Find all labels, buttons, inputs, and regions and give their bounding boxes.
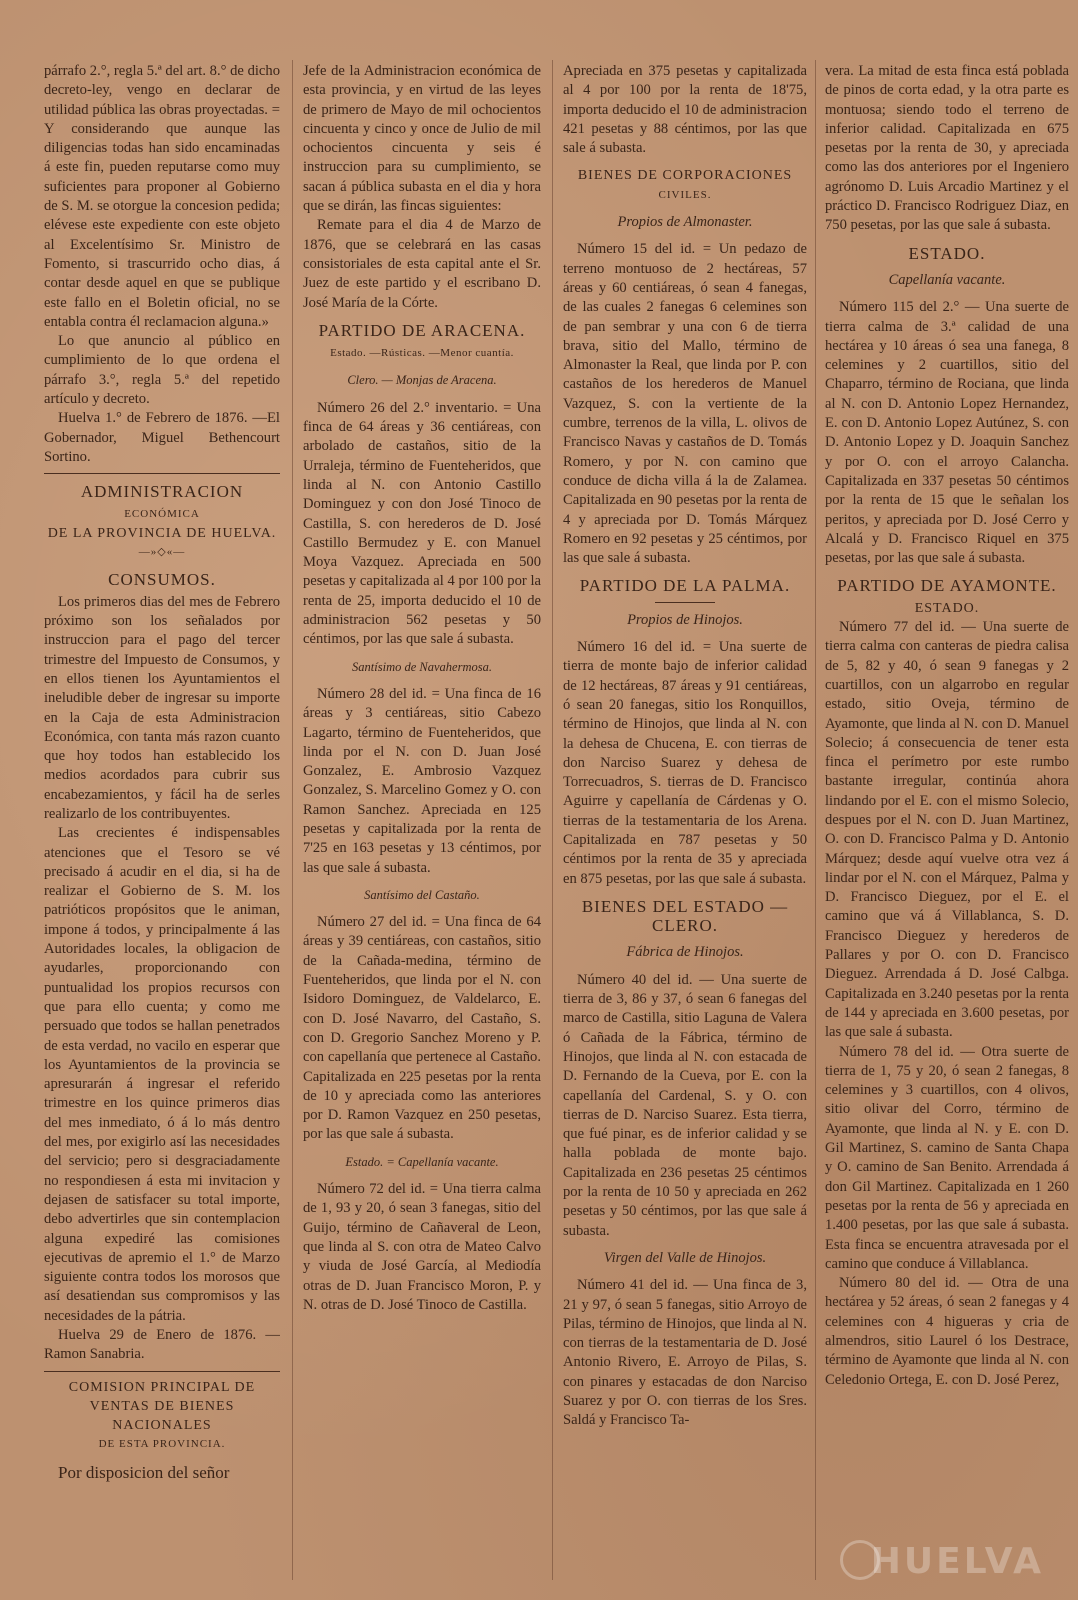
subsection-title: Santísimo de Navahermosa. — [352, 659, 492, 674]
subsection-title: Virgen del Valle de Hinojos. — [603, 1249, 767, 1266]
paragraph: párrafo 2.°, regla 5.ª del art. 8.° de dicho decreto-ley, vengo en declarar de utilidad pública las obras proyectadas. = Y considerando que aunque las diligencias todas han sido encaminadas á este fin, pueden reputarse como muy suficientes para proponer al Gobierno de S. M. se otorgue la concesion pedida; elévese este expediente con este objeto al Excelentísimo Sr. Ministro de Fomento, si trascurrido ocho dias, á contar desde aquel en que se publique este fallo en el Boletin oficial, no se entabla contra él reclamacion alguna.» — [44, 63, 280, 330]
divider — [44, 473, 280, 474]
section-heading: ESTADO. — [908, 243, 986, 263]
paragraph: Número 77 del id. — Una suerte de tierra calma con canteras de piedra calisa de 5, 82 y 40, ó sean 9 fanegas y 2 cuartillos, con un algarrobo en regular estado, sitio Oveja, término de Ayamonte, que linda al N. con D. Manuel Solecio; á consecuencia de tener esta finca el perímetro por este rumbo bastante irregular, continúa ahora lindando por el E. con el mismo Solecio, despues por el N. con D. Juan Martinez, O. con D. Francisco Palma y D. Antonio Márquez; desde aquí vuelve otra vez á lindar por el N. con el Márquez, Palma y D. Francisco Dieguez, por el E. el camino que vá á Villablanca, S. D. Francisco Dieguez y herederos de Pallares y por O. con D. Francisco Dieguez. Arrendada á D. José Calbga. Capitalizada en 3.240 pesetas por la renta de 144 y apreciada en 3.600 pesetas, por las que sale á subasta. — [825, 619, 1069, 1041]
paragraph: Número 72 del id. = Una tierra calma de 1, 93 y 20, ó sean 3 fanegas, sitio del Guijo, término de Cañaveral de Leon, que linda al S. con otra de Mateo Calvo y viuda de José García, al Mediodía otras de D. Juan Francisco Moron, P. y N. otras de D. José Tinoco de Castilla. — [303, 1181, 541, 1313]
paragraph: Las crecientes é indispensables atenciones que el Tesoro se vé precisado á acudir en el dia, si ha de realizar el Gobierno de S. M. los patrióticos propósitos que le animan, impone á todos, y principalmente á las Autoridades locales, la obligacion de ayudarles, proporcionando con puntualidad los propios recursos con que para ello cuenta; y como me persuado que todos se hallan penetrados de esta verdad, no vacilo en esperar que los Ayuntamientos de la provincia se apresurarán á ingresar el referido trimestre en los quince primeros dias del mes inmediato, ó á lo más dentro del mes, por exigirlo así las necesidades del servicio; pero si desgraciadamente no respondiesen á esta mi invitacion y dejasen de satisfacer su total importe, debo advertirles que sin contemplacion alguna expediré las comisiones ejecutivas de apremio el 1.° de Marzo siguiente contra todos los morosos que así desatiendan sus compromisos y las necesidades de la pátria. — [44, 825, 280, 1324]
signature: Huelva 29 de Enero de 1876. —Ramon Sanabria. — [44, 1327, 280, 1363]
column-2 — [303, 62, 541, 1592]
section-heading: BIENES DE CORPORACIONES — [577, 168, 793, 184]
section-subheading: DE LA PROVINCIA DE HUELVA. — [47, 525, 277, 541]
column-1 — [44, 62, 280, 1592]
subsection-title: Estado. = Capellanía vacante. — [345, 1154, 499, 1169]
section-subheading: CIVILES. — [658, 188, 712, 201]
divider — [44, 1371, 280, 1372]
column-3 — [563, 62, 807, 1592]
paragraph: Número 78 del id. — Otra suerte de tierra de 1, 75 y 20, ó sean 2 fanegas, 8 celemines y 3 cuartillos, con 4 olivos, sitio olivar del Corro, término de Ayamonte, que linda al N. y E. con D. Gil Martinez, S. camino de Santa Chapa y O. camino de San Benito. Arrendada á don Gil Martinez. Capitalizada en 1 260 pesetas por la renta de 56 y apreciada en 1.400 pesetas, por las que sale á subasta. Esta finca se encuentra atravesada por el camino que conduce á Villablanca. — [825, 1043, 1069, 1272]
subsection-title: Propios de Almonaster. — [617, 214, 753, 231]
subsection-title: Fábrica de Hinojos. — [626, 944, 744, 961]
paragraph: Apreciada en 375 pesetas y capitalizada al 4 por 100 por la renta de 18'75, importa deducido el 10 de administracion 421 pesetas y 88 céntimos, por las que sale á subasta. — [563, 63, 807, 157]
subsection-title: Propios de Hinojos. — [627, 611, 743, 628]
section-heading: PARTIDO DE LA PALMA. — [579, 576, 791, 596]
paragraph: Número 27 del id. = Una finca de 64 áreas y 39 centiáreas, con castaños, sitio de la Cañada-medina, término de Fuenteheridos, que linda por el N. con Isidoro Dominguez, de Valdelarco, E. con D. José Navarro, del Castaño, S. con D. Gregorio Sanchez Moreno y P. con capellanía que pertenece al Castaño. Capitalizada en 225 pesetas por la renta de 10 y apreciada como las anteriores por D. Ramon Vazquez en 250 pesetas, por las que sale á subasta. — [303, 914, 541, 1143]
column-rule — [292, 60, 293, 1580]
paragraph: Número 15 del id. = Un pedazo de terreno montuoso de 2 hectáreas, 57 áreas y 60 centiáreas, ó sean 4 fanegas, de las cuales 2 fanegas 6 celemines son de pan sembrar y una con 6 de tierra brava, sitio del Mallo, término de Almonaster la Real, que linda por P. con castaños de los herederos de Manuel Vazquez, S. con la vertiente de la cumbre, terrenos de la villa, L. olivos de Francisco Navas y castaños de D. Tomás Romero, y por N. con camino que conduce de dicha villa á la de Zalamea. Capitalizada en 90 pesetas por la renta de 4 y apreciada por D. Tomás Márquez Romero en 92 pesetas y 25 céntimos, por las que sale á subasta. — [563, 241, 807, 567]
section-subheading: ESTADO. — [914, 600, 980, 616]
section-subheading: DE ESTA PROVINCIA. — [98, 1438, 226, 1451]
section-heading: CONSUMOS. — [108, 570, 216, 590]
paragraph: Número 80 del id. — Otra de una hectárea y 52 áreas, ó sean 2 fanegas y 4 celemines con 4 higueras y cria de almendros, sitio Laurel ó los Destrace, término de Ayamonte que linda al N. con Celedonio Ortega, E. con D. José Perez, — [825, 1275, 1069, 1388]
section-heading: PARTIDO DE AYAMONTE. — [837, 576, 1057, 596]
paragraph: Remate para el dia 4 de Marzo de 1876, que se celebrará en las casas consistoriales de esta capital ante el Sr. Juez de este partido y el escribano D. José María de la Córte. — [303, 217, 541, 311]
column-rule — [552, 60, 553, 1580]
paragraph: Número 16 del id. = Una suerte de tierra de monte bajo de inferior calidad de 12 hectáreas, 87 áreas y 91 centiáreas, ó sean 20 fanegas, sitio los Ronquillos, término de Hinojos, que linda al N. con la dehesa de Chucena, E. con tierras de don Narciso Suarez y dehesa de Torrecuadros, S. tierras de D. Francisco Aguirre y capellanía de Cárdenas y O. tierras de la testamentaria de los Arena. Capitalizada en 787 pesetas y 50 céntimos por la renta de 35 y apreciada en 875 pesetas, por las que sale á subasta. — [563, 639, 807, 887]
paragraph: vera. La mitad de esta finca está poblada de pinos de corta edad, y la otra parte es montuosa; siendo todo el terreno de inferior calidad. Capitalizada en 675 pesetas por la renta de 30, y apreciada como las dos anteriores por el Ingeniero agrónomo D. Luis Arcadio Martinez y el práctico D. Francisco Rodriguez Diaz, en 750 pesetas, por las que sale á subasta. — [825, 63, 1069, 234]
paragraph: Número 40 del id. — Una suerte de tierra de 3, 86 y 37, ó sean 6 fanegas del marco de Castilla, sitio Laguna de Valera ó Cañada de la Fábrica, término de Hinojos, que linda al N. con estacada de D. Fernando de la Cueva, por E. con la capellanía del Cardenal, S. y O. con tierras de D. Narciso Suarez. Esta tierra, que fué pinar, es de inferior calidad y se halla poblada de monte bajo. Capitalizada en 236 pesetas 25 céntimos por la renta de 10 50 y apreciada en 262 pesetas y 50 céntimos, por las que sale á subasta. — [563, 971, 807, 1239]
section-heading: BIENES DEL ESTADO —CLERO. — [581, 896, 789, 936]
subsection-title: Clero. — Monjas de Aracena. — [347, 373, 497, 388]
paragraph: Número 115 del 2.° — Una suerte de tierra calma de 3.ª calidad de una hectárea y 10 áreas ó sea una fanega, 8 celemines y 2 cuartillos, sitio del Chaparro, término de Rociana, que linda al N. con D. Antonio Lopez Hernandez, E. con D. Antonio Lopez Autúnez, S. con D. Antonio Lopez y D. Joaquin Sanchez y por O. con el arroyo Calancha. Capitalizada en 337 pesetas 50 céntimos por la renta de 15 que le señalan los peritos, y apreciada por D. José Cerro y Alcalá y D. Francisco Riquel en 375 pesetas, por las que sale á subasta. — [825, 299, 1069, 567]
paragraph: Número 26 del 2.° inventario. = Una finca de 64 áreas y 36 centiáreas, con arbolado de castaños, sitio de la Urraleja, término de Fuenteheridos, que linda al N. con Antonio Castillo Dominguez y con don José Tinoco de Castilla, S. con herederos de D. José Castillo Bermudez y E. con Manuel Moya Vazquez. Apreciada en 500 pesetas y capitalizada al 4 por 100 por la renta de 25, importa deducido el 10 de administracion 562 pesetas y 50 céntimos, por las que sale á subasta. — [303, 399, 541, 648]
signature: Huelva 1.° de Febrero de 1876. —El Gobernador, Miguel Bethencourt Sortino. — [44, 410, 280, 465]
section-heading: ADMINISTRACION — [80, 482, 244, 502]
divider — [655, 602, 715, 603]
paragraph: Número 28 del id. = Una finca de 16 áreas y 3 centiáreas, sitio Cabezo Lagarto, término de Fuenteheridos, que linda por el N. con D. Juan José Gonzalez, E. Ambrosio Vazquez Gonzalez, S. Marcelino Gomez y O. con Ramon Sanchez. Apreciada en 125 pesetas y capitalizada por la renta de 7'25 en 163 pesetas y 13 céntimos, por las que sale á subasta. — [303, 685, 541, 876]
paragraph: Lo que anuncio al público en cumplimiento de lo que ordena el párrafo 3.°, regla 5.ª del repetido artículo y decreto. — [44, 333, 280, 408]
paragraph: Los primeros dias del mes de Febrero próximo son los señalados por instruccion para el pago del tercer trimestre del Impuesto de Consumos, y en ellos tienen los Ayuntamientos el ineludible deber de ingresar su importe en la Caja de esta Administracion Económica, con tanta más razon cuanto que hoy todos han establecido los medios acordados para cubrir sus encabezamientos, y fácil ha de serles realizarlo de los contribuyentes. — [44, 593, 280, 822]
section-subheading: ECONÓMICA — [124, 507, 200, 520]
column-4 — [825, 62, 1069, 1592]
subsection-title: Capellanía vacante. — [888, 271, 1006, 288]
column-rule — [815, 60, 816, 1580]
section-heading: COMISION PRINCIPAL DE VENTAS DE BIENES NACIONALES — [68, 1379, 256, 1434]
ornament: —»◇«— — [138, 546, 186, 559]
paragraph: Número 41 del id. — Una finca de 3, 21 y 97, ó sean 5 fanegas, sitio Arroyo de Pilas, término de Hinojos, que linda al N. con tierras de la testamentaria de D. José Antonio Rivero, E. Arroyo de Pilas, S. con pinares y estacadas de don Narciso Suarez y por O. con tierras de los Sres. Saldá y Francisco Ta- — [563, 1277, 807, 1429]
paragraph: Por disposicion del señor — [58, 1462, 230, 1482]
section-subheading: Estado. —Rústicas. —Menor cuantía. — [330, 347, 514, 360]
paragraph: Jefe de la Administracion económica de esta provincia, y en virtud de las leyes de primero de Mayo de mil ochocientos cincuenta y cinco y once de Julio de mil ochocientos cincuenta y seis é instruccion para su cumplimiento, se sacan á pública subasta en el dia y hora que se dirán, las fincas siguientes: — [303, 63, 541, 215]
watermark: HUELVA — [870, 1541, 1044, 1582]
section-heading: PARTIDO DE ARACENA. — [318, 320, 526, 340]
subsection-title: Santísimo del Castaño. — [364, 887, 480, 902]
